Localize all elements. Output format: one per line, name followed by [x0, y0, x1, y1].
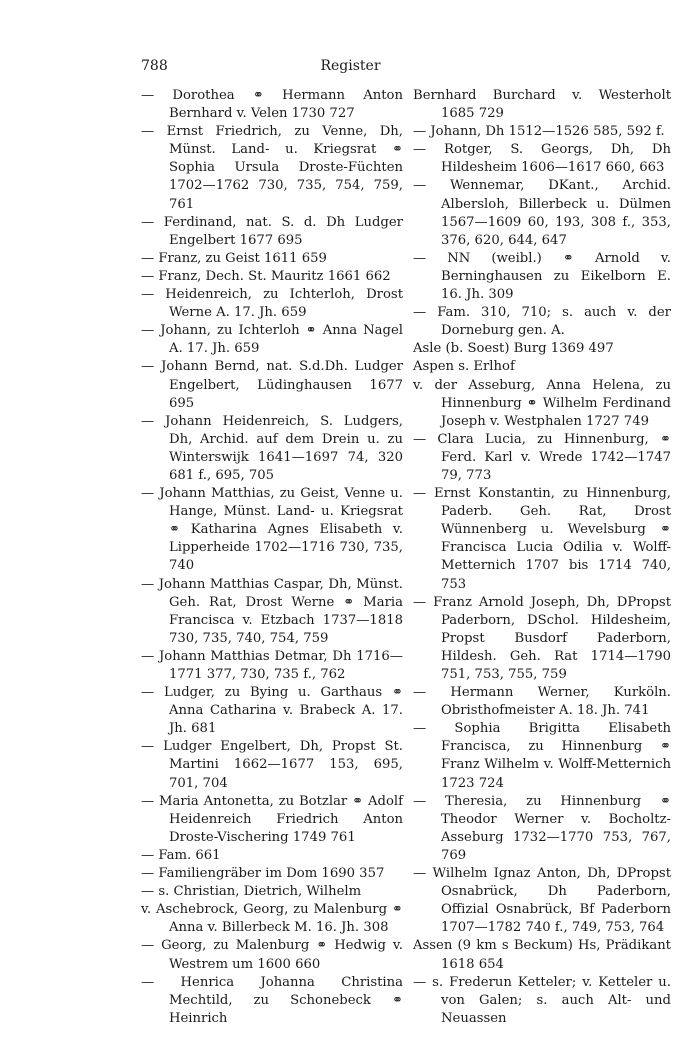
index-entry: — Franz, zu Geist 1611 659: [141, 250, 327, 266]
index-entry: — Theresia, zu Hinnenburg ⚭ Theodor Werner v. Bocholtz-Asseburg 1732—1770 753, 767, 769: [413, 793, 671, 863]
index-entry: v. Aschebrock, Georg, zu Malenburg ⚭ Anna v. Billerbeck M. 16. Jh. 308: [141, 902, 403, 936]
index-entry: — Familiengräber im Dom 1690 357: [141, 866, 385, 882]
index-entry: — Franz, Dech. St. Mauritz 1661 662: [141, 268, 391, 284]
index-entry: — Wennemar, DKant., Archid. Albersloh, Billerbeck u. Dülmen 1567—1609 60, 193, 308 f., 353, 376, 620, 644, 647: [413, 178, 671, 248]
index-entry: — NN (weibl.) ⚭ Arnold v. Berninghausen zu Eikelborn E. 16. Jh. 309: [413, 250, 671, 303]
index-entry: Aspen s. Erlhof: [413, 359, 515, 375]
page-header: [141, 58, 560, 80]
index-entry: — Ernst Konstantin, zu Hinnenburg, Paderb. Geh. Rat, Drost Wünnenberg u. Wevelsburg ⚭ Francisca Lucia Odilia v. Wolff-Metternich 1707 bis 1714 740, 753: [413, 486, 671, 592]
right-column: [413, 87, 671, 1028]
index-entry: — Dorothea ⚭ Hermann Anton Bernhard v. Velen 1730 727: [141, 88, 403, 122]
index-entry: — Johann Bernd, nat. S.d.Dh. Ludger Engelbert, Lüdinghausen 1677 695: [141, 359, 403, 411]
index-entry: — s. Frederun Ketteler; v. Ketteler u. von Galen; s. auch Alt- und Neuassen: [413, 974, 671, 1026]
index-entry: — Fam. 661: [141, 847, 221, 863]
index-entry: — Hermann Werner, Kurköln. Obristhofmeister A. 18. Jh. 741: [413, 685, 671, 719]
index-entry: — Franz Arnold Joseph, Dh, DPropst Paderborn, DSchol. Hildesheim, Propst Busdorf Paderborn, Hildesh. Geh. Rat 1714—1790 751, 753, 755, 759: [413, 594, 671, 682]
running-head-title: Register: [320, 58, 381, 74]
index-entry: — Fam. 310, 710; s. auch v. der Dorneburg gen. A.: [413, 305, 671, 339]
index-entry: — Ferdinand, nat. S. d. Dh Ludger Engelbert 1677 695: [141, 214, 403, 248]
index-entry: — Ernst Friedrich, zu Venne, Dh, Münst. Land- u. Kriegsrat ⚭ Sophia Ursula Droste-Füchten 1702—1762 730, 735, 754, 759, 761: [141, 124, 403, 212]
index-entry: Bernhard Burchard v. Westerholt 1685 729: [413, 88, 671, 122]
index-entry: — Georg, zu Malenburg ⚭ Hedwig v. Westrem um 1600 660: [141, 938, 403, 972]
index-entry: — Rotger, S. Georgs, Dh, Dh Hildesheim 1606—1617 660, 663: [413, 142, 671, 176]
index-entry: Asle (b. Soest) Burg 1369 497: [413, 341, 614, 357]
index-entry: — Clara Lucia, zu Hinnenburg, ⚭ Ferd. Karl v. Wrede 1742—1747 79, 773: [413, 431, 671, 483]
page-number: 788: [141, 58, 168, 74]
index-entry: — Johann Matthias Caspar, Dh, Münst. Geh. Rat, Drost Werne ⚭ Maria Francisca v. Etzbach 1737—1818 730, 735, 740, 754, 759: [141, 576, 403, 646]
index-entry: — s. Christian, Dietrich, Wilhelm: [141, 884, 362, 900]
index-entry: — Ludger, zu Bying u. Garthaus ⚭ Anna Catharina v. Brabeck A. 17. Jh. 681: [141, 685, 403, 737]
index-entry: v. der Asseburg, Anna Helena, zu Hinnenburg ⚭ Wilhelm Ferdinand Joseph v. Westphalen 1727 749: [413, 377, 671, 429]
index-entry: — Heidenreich, zu Ichterloh, Drost Werne A. 17. Jh. 659: [141, 287, 403, 321]
index-entry: — Wilhelm Ignaz Anton, Dh, DPropst Osnabrück, Dh Paderborn, Offizial Osnabrück, Bf Paderborn 1707—1782 740 f., 749, 753, 764: [413, 866, 671, 936]
index-entry: — Johann, Dh 1512—1526 585, 592 f.: [413, 124, 665, 140]
index-entry: — Johann Matthias, zu Geist, Venne u. Hange, Münst. Land- u. Kriegsrat ⚭ Katharina Agnes Elisabeth v. Lipperheide 1702—1716 730, 735, 740: [141, 486, 403, 574]
index-entry: — Johann Matthias Detmar, Dh 1716—1771 377, 730, 735 f., 762: [141, 648, 403, 682]
index-entry: — Maria Antonetta, zu Botzlar ⚭ Adolf Heidenreich Friedrich Anton Droste-Vischering 1749 761: [141, 793, 403, 845]
index-entry: — Johann Heidenreich, S. Ludgers, Dh, Archid. auf dem Drein u. zu Winterswijk 1641—1697 74, 320 681 f., 695, 705: [141, 413, 403, 483]
index-entry: Assen (9 km s Beckum) Hs, Prädikant 1618 654: [413, 938, 671, 972]
index-entry: — Sophia Brigitta Elisabeth Francisca, zu Hinnenburg ⚭ Franz Wilhelm v. Wolff-Metternich 1723 724: [413, 721, 671, 791]
index-entry: — Johann, zu Ichterloh ⚭ Anna Nagel A. 17. Jh. 659: [141, 323, 403, 357]
index-entry: — Ludger Engelbert, Dh, Propst St. Martini 1662—1677 153, 695, 701, 704: [141, 739, 403, 791]
left-column: [141, 87, 403, 1028]
index-entry: — Henrica Johanna Christina Mechtild, zu Schonebeck ⚭ Heinrich: [141, 974, 403, 1026]
